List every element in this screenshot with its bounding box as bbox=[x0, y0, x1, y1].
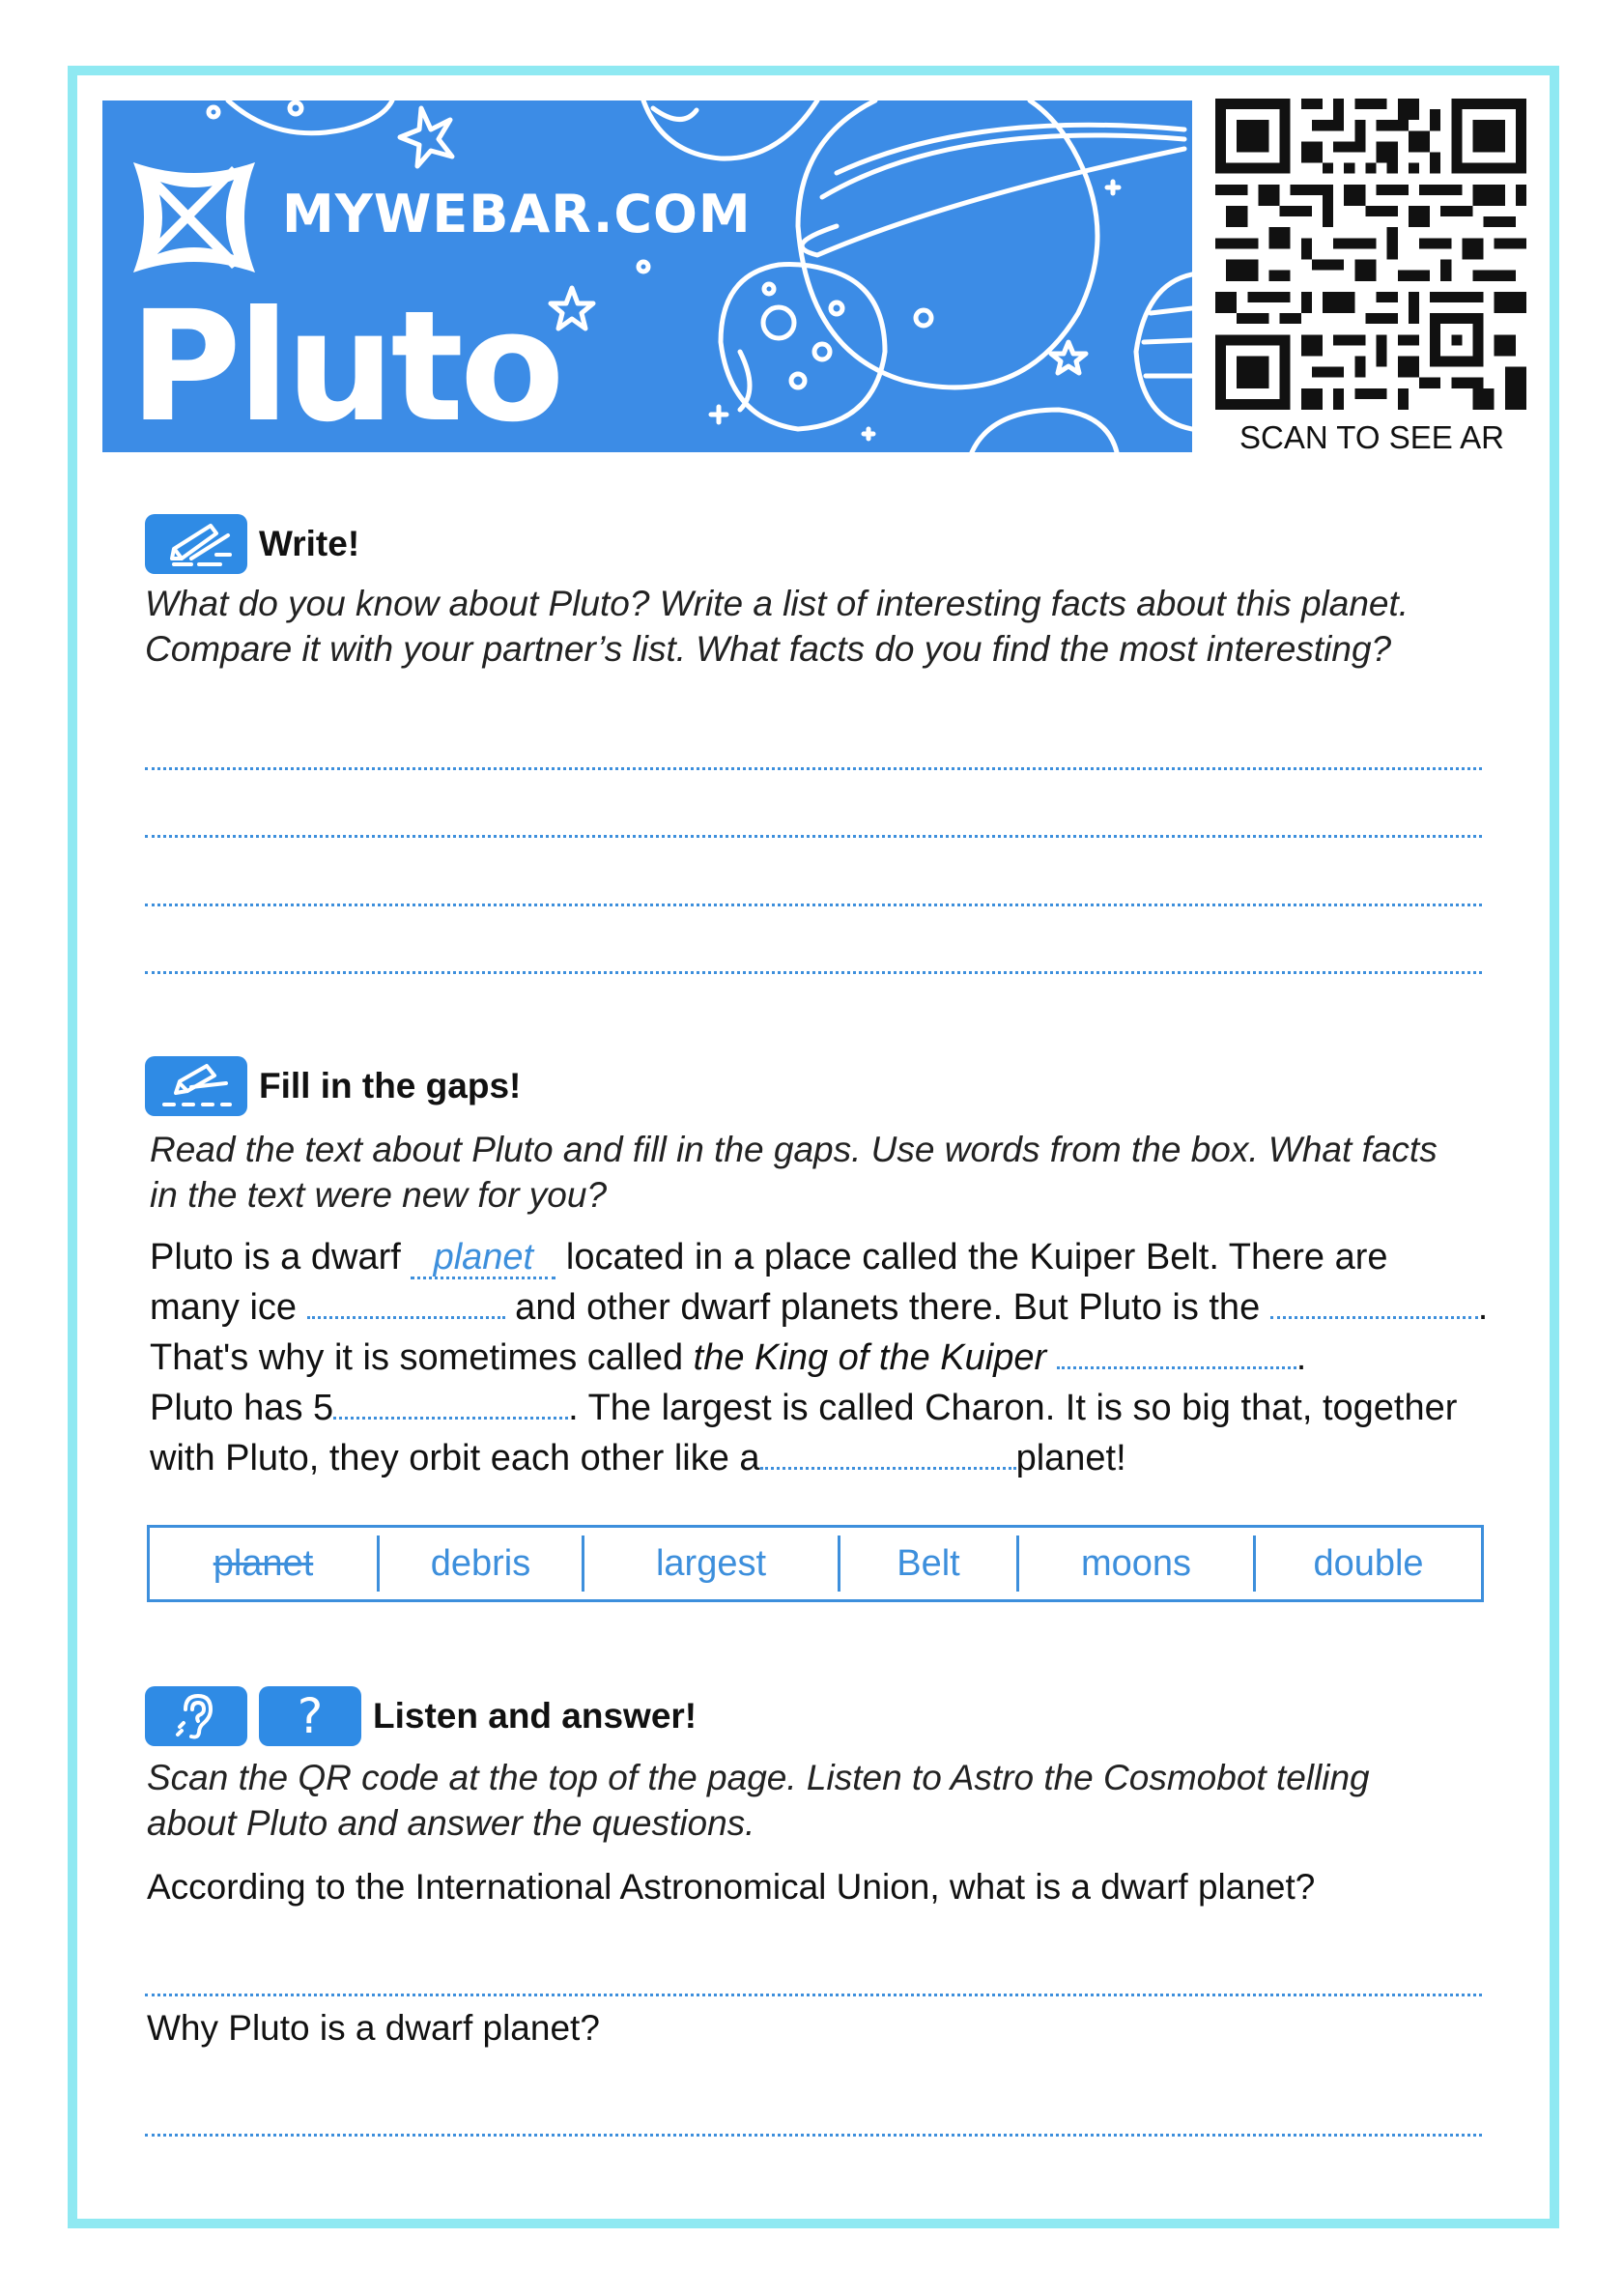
answer-line[interactable] bbox=[145, 1994, 1482, 1996]
qr-caption: SCAN TO SEE AR bbox=[1239, 419, 1504, 455]
passage-line-4: Pluto has 5 . The largest is called Charon. It is so big that, together bbox=[150, 1381, 1502, 1431]
word-option[interactable]: double bbox=[1253, 1535, 1481, 1592]
pencil-blanks-icon bbox=[145, 1056, 247, 1116]
passage-line-2: many ice and other dwarf planets there. But Pluto is the . bbox=[150, 1280, 1502, 1331]
write-section-header bbox=[145, 514, 359, 574]
write-instruction-line-1: What do you know about Pluto? Write a list of interesting facts about this planet. bbox=[145, 584, 1409, 623]
word-box bbox=[147, 1525, 1484, 1602]
answer-line[interactable] bbox=[145, 767, 1482, 770]
gaps-instruction-line-1: Read the text about Pluto and fill in the gaps. Use words from the box. What facts bbox=[150, 1130, 1438, 1169]
gaps-title: Fill in the gaps! bbox=[259, 1066, 522, 1105]
gap-4-blank[interactable] bbox=[1057, 1331, 1296, 1369]
listen-title: Listen and answer! bbox=[373, 1696, 698, 1736]
gap-2-blank[interactable] bbox=[307, 1280, 505, 1319]
write-title: Write! bbox=[259, 524, 360, 563]
gaps-section-header bbox=[145, 1056, 521, 1116]
gap-1-answer[interactable]: planet bbox=[411, 1238, 555, 1279]
header-banner bbox=[102, 100, 1192, 452]
word-option[interactable]: Belt bbox=[838, 1535, 1016, 1592]
pencil-paper-icon bbox=[145, 514, 247, 574]
gap-6-blank[interactable] bbox=[760, 1431, 1016, 1470]
answer-line[interactable] bbox=[145, 904, 1482, 906]
passage-line-5: with Pluto, they orbit each other like a planet! bbox=[150, 1431, 1502, 1481]
brand-name: MYWEBAR.COM bbox=[282, 184, 752, 244]
gap-text-passage bbox=[150, 1235, 1502, 1481]
answer-line[interactable] bbox=[145, 971, 1482, 974]
word-option[interactable]: largest bbox=[582, 1535, 838, 1592]
question-icon: ? bbox=[259, 1686, 361, 1746]
question-2: Why Pluto is a dwarf planet? bbox=[147, 2008, 600, 2048]
answer-line[interactable] bbox=[145, 835, 1482, 838]
word-option[interactable]: planet bbox=[213, 1542, 314, 1584]
answer-line[interactable] bbox=[145, 2134, 1482, 2137]
listen-instruction-line-1: Scan the QR code at the top of the page. Listen to Astro the Cosmobot telling bbox=[147, 1758, 1370, 1797]
listen-instruction-line-2: about Pluto and answer the questions. bbox=[147, 1803, 755, 1843]
word-option[interactable]: debris bbox=[377, 1535, 582, 1592]
mywebar-logo-icon bbox=[131, 155, 257, 280]
word-option[interactable]: moons bbox=[1016, 1535, 1253, 1592]
qr-code-image bbox=[1214, 99, 1527, 410]
passage-line-3: That's why it is sometimes called the King of the Kuiper . bbox=[150, 1331, 1502, 1381]
listen-section-header bbox=[145, 1686, 697, 1746]
gap-3-blank[interactable] bbox=[1270, 1280, 1478, 1319]
gaps-instruction-line-2: in the text were new for you? bbox=[150, 1175, 608, 1215]
passage-line-1: Pluto is a dwarf planet located in a place called the Kuiper Belt. There are bbox=[150, 1237, 1388, 1277]
qr-code[interactable] bbox=[1214, 99, 1527, 410]
write-instruction-line-2: Compare it with your partner’s list. What facts do you find the most interesting? bbox=[145, 629, 1392, 669]
question-1: According to the International Astronomical Union, what is a dwarf planet? bbox=[147, 1867, 1316, 1907]
page-title: Pluto bbox=[129, 278, 561, 452]
gap-5-blank[interactable] bbox=[333, 1381, 568, 1420]
ear-icon bbox=[145, 1686, 247, 1746]
